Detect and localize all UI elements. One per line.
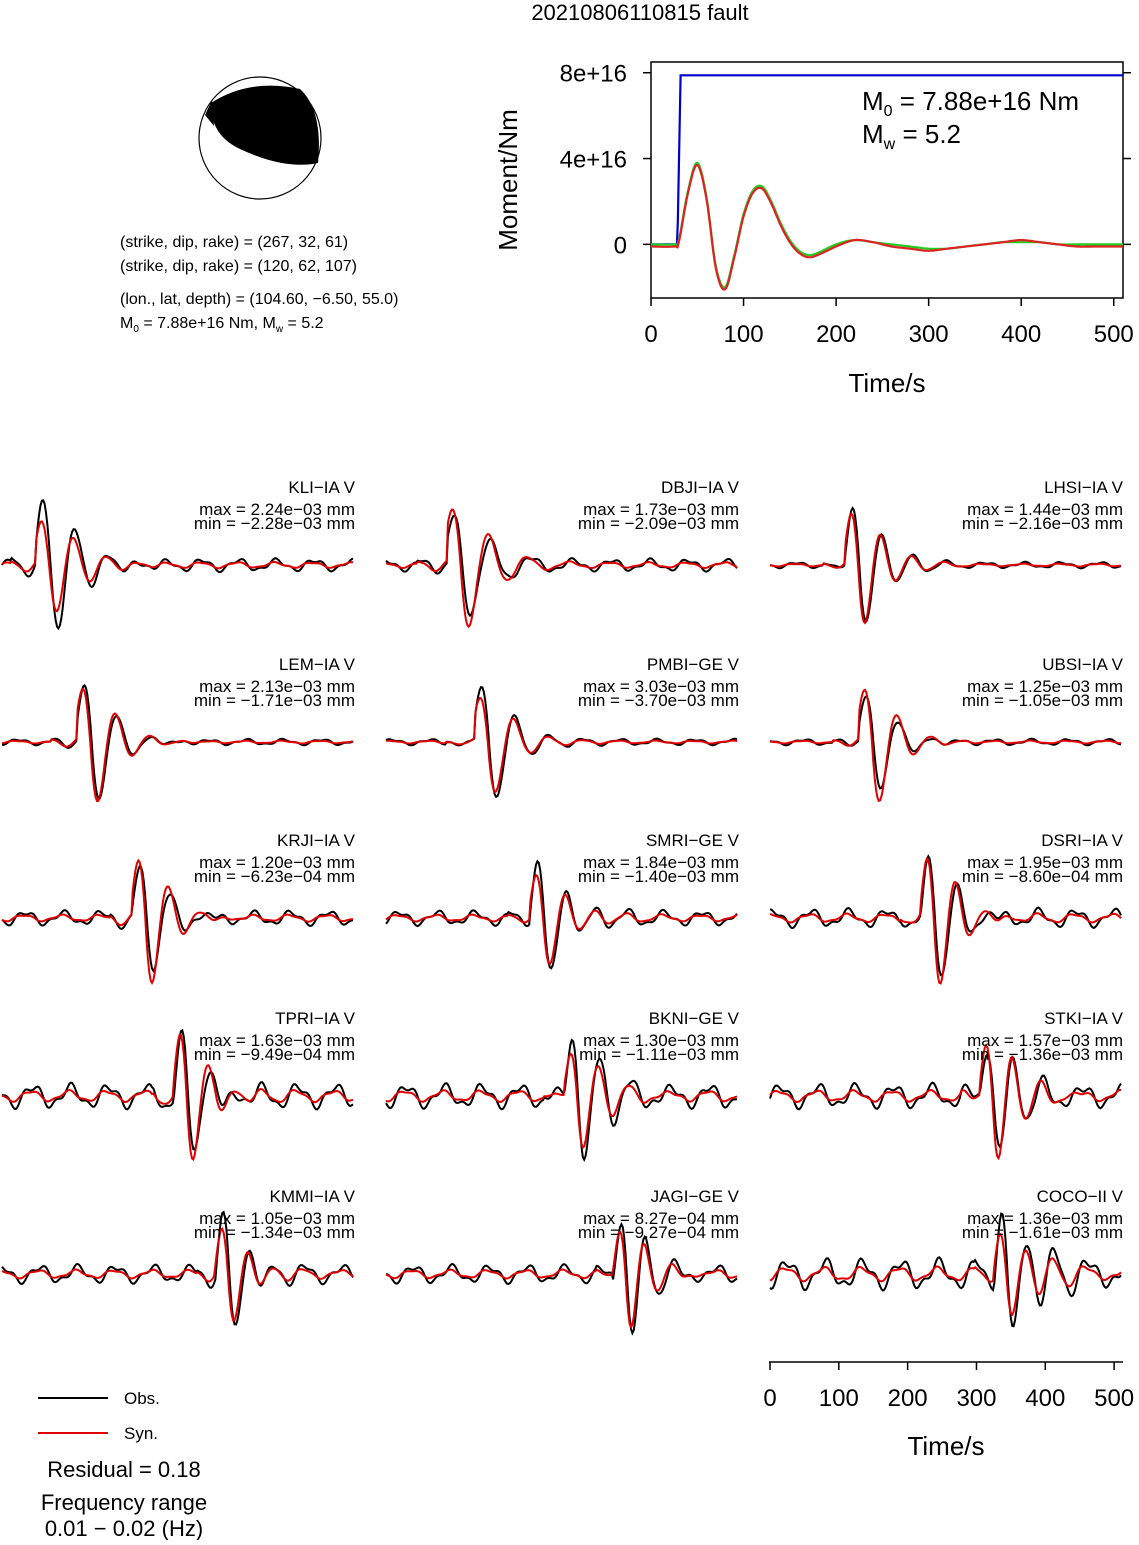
station-max: max = 1.36e−03 mm: [967, 1209, 1123, 1228]
station-min: min = −1.11e−03 mm: [579, 1045, 739, 1064]
moment-xtick-label: 500: [1093, 321, 1134, 348]
moment-ytick-label: 8e+16: [559, 60, 627, 88]
station-min: min = −1.36e−03 mm: [961, 1045, 1123, 1064]
moment-ytick-label: 4e+16: [559, 146, 627, 174]
station-max: max = 1.84e−03 mm: [583, 853, 739, 872]
waveform-panel: [2, 831, 356, 983]
station-max: max = 1.30e−03 mm: [583, 1031, 739, 1050]
station-min: min = −6.23e−04 mm: [193, 867, 355, 886]
legend-obs-label: Obs.: [124, 1389, 160, 1408]
station-min: min = −1.61e−03 mm: [961, 1223, 1123, 1242]
station-label: LEM−IA V: [278, 655, 355, 674]
waveform-panel: [386, 478, 740, 627]
waveform-panel: [2, 655, 356, 801]
waveform-grid: [2, 478, 1124, 1333]
station-max: max = 1.63e−03 mm: [199, 1031, 355, 1050]
station-max: max = 1.73e−03 mm: [583, 500, 739, 519]
moment-xtick-label: 100: [723, 321, 764, 348]
waveform-xlabel: Time/s: [907, 1431, 985, 1461]
station-label: SMRI−GE V: [645, 831, 739, 850]
moment-series-2: [651, 165, 1123, 290]
station-min: min = −8.60e−04 mm: [961, 867, 1123, 886]
station-max: max = 1.20e−03 mm: [199, 853, 355, 872]
waveform-panel: [386, 655, 740, 797]
hypocenter-location: (lon., lat, depth) = (104.60, −6.50, 55.0): [120, 291, 399, 308]
moment-xtick-label: 0: [644, 321, 658, 348]
waveform-panel: [386, 1009, 740, 1160]
waveform-syn: [386, 875, 737, 964]
legend-syn-label: Syn.: [124, 1424, 159, 1443]
waveform-panel: [2, 1009, 356, 1160]
station-label: DBJI−IA V: [661, 478, 739, 497]
station-label: UBSI−IA V: [1042, 655, 1123, 674]
waveform-syn: [770, 1234, 1121, 1315]
moment-annotation-m0: $M_0 = 7.88e+16$ Nm: [862, 86, 1080, 120]
waveform-panel: [770, 1009, 1124, 1158]
moment-xlabel: Time/s: [848, 368, 926, 398]
station-label: COCO−II V: [1036, 1187, 1123, 1206]
waveform-xtick-label: 400: [1025, 1385, 1066, 1412]
moment-xtick-label: 400: [1001, 321, 1042, 348]
waveform-time-axis: [763, 1362, 1134, 1461]
station-min: min = −1.71e−03 mm: [193, 691, 355, 710]
station-max: max = 1.25e−03 mm: [967, 677, 1123, 696]
station-max: max = 1.57e−03 mm: [967, 1031, 1123, 1050]
waveform-obs: [770, 1055, 1121, 1147]
waveform-xtick-label: 300: [956, 1385, 997, 1412]
station-min: min = −2.28e−03 mm: [193, 514, 355, 533]
moment-function-plot: [493, 61, 1134, 398]
station-label: STKI−IA V: [1044, 1009, 1123, 1028]
station-label: LHSI−IA V: [1044, 478, 1123, 497]
waveform-panel: [770, 655, 1124, 801]
waveform-panel: [770, 1187, 1124, 1326]
station-max: max = 2.24e−03 mm: [199, 500, 355, 519]
station-label: PMBI−GE V: [646, 655, 739, 674]
waveform-syn: [2, 521, 353, 611]
waveform-syn: [386, 1054, 737, 1148]
station-min: min = −1.05e−03 mm: [961, 691, 1123, 710]
station-max: max = 2.13e−03 mm: [199, 677, 355, 696]
station-label: TPRI−IA V: [275, 1009, 355, 1028]
station-label: KLI−IA V: [288, 478, 355, 497]
waveform-panel: [2, 478, 356, 628]
station-max: max = 1.05e−03 mm: [199, 1209, 355, 1228]
station-min: min = −2.16e−03 mm: [961, 514, 1123, 533]
waveform-panel: [770, 478, 1124, 623]
nodal-plane-1: (strike, dip, rake) = (267, 32, 61): [120, 234, 349, 251]
station-label: KMMI−IA V: [269, 1187, 355, 1206]
station-label: BKNI−GE V: [648, 1009, 739, 1028]
moment-ylabel: Moment/Nm: [493, 109, 523, 251]
moment-series-1: [651, 163, 1123, 288]
station-min: min = −1.34e−03 mm: [193, 1223, 355, 1242]
moment-annotation-mw: $M_w = 5.2$: [862, 119, 962, 153]
station-min: min = −3.70e−03 mm: [577, 691, 739, 710]
station-max: max = 8.27e−04 mm: [583, 1209, 739, 1228]
waveform-xtick-label: 100: [818, 1385, 859, 1412]
station-min: min = −2.09e−03 mm: [577, 514, 739, 533]
moment-summary: $M_0 = 7.88e+16$ Nm, $M_w = 5.2$: [120, 315, 324, 335]
figure-title: 20210806110815 fault: [531, 0, 749, 25]
station-min: min = −1.40e−03 mm: [577, 867, 739, 886]
waveform-xtick-label: 500: [1094, 1385, 1135, 1412]
station-max: max = 1.44e−03 mm: [967, 500, 1123, 519]
waveform-panel: [386, 1187, 740, 1333]
station-min: min = −9.27e−04 mm: [577, 1223, 739, 1242]
frequency-range: 0.01 − 0.02 (Hz): [44, 1516, 204, 1540]
waveform-xtick-label: 200: [887, 1385, 928, 1412]
moment-xtick-label: 200: [816, 321, 857, 348]
moment-ytick-label: 0: [613, 232, 627, 260]
waveform-syn: [386, 698, 737, 792]
frequency-title: Frequency range: [40, 1490, 208, 1515]
waveform-syn: [386, 1232, 737, 1328]
legend: [38, 1389, 160, 1443]
station-label: JAGI−GE V: [650, 1187, 739, 1206]
residual-text: Residual = 0.18: [47, 1457, 201, 1482]
station-max: max = 1.95e−03 mm: [967, 853, 1123, 872]
station-max: max = 3.03e−03 mm: [583, 677, 739, 696]
waveform-panel: [386, 831, 740, 968]
station-min: min = −9.49e−04 mm: [193, 1045, 355, 1064]
moment-xtick-label: 300: [908, 321, 949, 348]
station-label: DSRI−IA V: [1041, 831, 1123, 850]
nodal-plane-2: (strike, dip, rake) = (120, 62, 107): [120, 258, 357, 275]
station-label: KRJI−IA V: [277, 831, 355, 850]
waveform-panel: [770, 831, 1124, 983]
waveform-syn: [2, 1229, 353, 1321]
waveform-panel: [2, 1187, 356, 1324]
waveform-xtick-label: 0: [763, 1385, 777, 1412]
beachball: [199, 77, 321, 199]
